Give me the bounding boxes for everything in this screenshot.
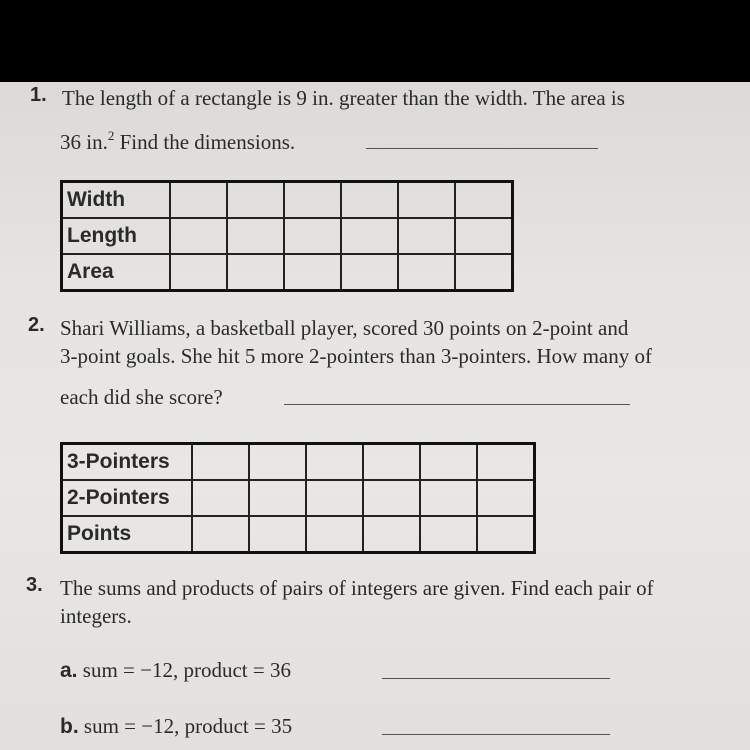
problem-2-line-1: Shari Williams, a basketball player, scored 30 points on 2-point and (60, 316, 629, 340)
table-row (62, 516, 535, 553)
table-row (62, 444, 535, 481)
problem-3b (60, 712, 292, 741)
table-cell[interactable] (341, 254, 398, 291)
problem-2-line-3: each did she score? (60, 385, 223, 409)
problem-1-exponent: 2 (107, 128, 115, 143)
table-cell[interactable] (455, 254, 513, 291)
row-label-area: Area (62, 254, 171, 291)
table-cell[interactable] (306, 444, 363, 481)
row-label-3-pointers: 3-Pointers (62, 444, 193, 481)
table-cell[interactable] (398, 218, 455, 254)
problem-3-number: 3. (26, 574, 43, 596)
table-row (62, 480, 535, 516)
table-cell[interactable] (284, 218, 341, 254)
table-cell[interactable] (398, 182, 455, 219)
row-label-2-pointers: 2-Pointers (62, 480, 193, 516)
problem-1-line-1: The length of a rectangle is 9 in. greater than the width. The area is (62, 86, 625, 110)
table-cell[interactable] (363, 516, 420, 553)
table-cell[interactable] (363, 480, 420, 516)
table-cell[interactable] (477, 480, 535, 516)
problem-2-table (60, 442, 536, 554)
table-cell[interactable] (306, 516, 363, 553)
table-cell[interactable] (249, 480, 306, 516)
table-cell[interactable] (284, 182, 341, 219)
problem-2-number: 2. (28, 314, 45, 336)
table-cell[interactable] (192, 480, 249, 516)
item-letter-a: a. (60, 659, 78, 682)
worksheet-page (0, 82, 750, 750)
table-cell[interactable] (455, 182, 513, 219)
problem-1-number: 1. (30, 84, 47, 106)
table-cell[interactable] (477, 516, 535, 553)
row-label-width: Width (62, 182, 171, 219)
item-text-b: sum = −12, product = 35 (78, 714, 293, 738)
item-text-a: sum = −12, product = 36 (77, 658, 291, 682)
table-row (62, 254, 513, 291)
problem-1-answer-line[interactable] (366, 148, 598, 149)
row-label-length: Length (62, 218, 171, 254)
table-cell[interactable] (398, 254, 455, 291)
table-cell[interactable] (227, 218, 284, 254)
problem-3-line-2: integers. (60, 604, 132, 628)
table-cell[interactable] (192, 516, 249, 553)
problem-1-question: Find the dimensions. (114, 130, 296, 154)
table-cell[interactable] (420, 444, 477, 481)
table-cell[interactable] (192, 444, 249, 481)
problem-1-line-2 (60, 122, 295, 156)
table-cell[interactable] (249, 516, 306, 553)
table-cell[interactable] (420, 480, 477, 516)
problem-3-line-1: The sums and products of pairs of integers are given. Find each pair of (60, 576, 654, 600)
table-row (62, 218, 513, 254)
item-letter-b: b. (60, 715, 79, 738)
table-cell[interactable] (170, 182, 227, 219)
table-cell[interactable] (341, 182, 398, 219)
table-cell[interactable] (170, 254, 227, 291)
problem-2-answer-line[interactable] (284, 404, 630, 405)
table-cell[interactable] (477, 444, 535, 481)
table-cell[interactable] (341, 218, 398, 254)
table-cell[interactable] (227, 182, 284, 219)
table-cell[interactable] (420, 516, 477, 553)
row-label-points: Points (62, 516, 193, 553)
problem-3a (60, 656, 291, 685)
problem-2-line-2: 3-point goals. She hit 5 more 2-pointers than 3-pointers. How many of (60, 344, 652, 368)
problem-3a-answer-line[interactable] (382, 678, 610, 679)
table-cell[interactable] (249, 444, 306, 481)
problem-1-table (60, 180, 514, 292)
table-cell[interactable] (363, 444, 420, 481)
problem-3b-answer-line[interactable] (382, 734, 610, 735)
table-cell[interactable] (306, 480, 363, 516)
table-cell[interactable] (455, 218, 513, 254)
problem-1-area-value: 36 in. (60, 130, 108, 154)
table-cell[interactable] (170, 218, 227, 254)
table-cell[interactable] (284, 254, 341, 291)
table-row (62, 182, 513, 219)
table-cell[interactable] (227, 254, 284, 291)
